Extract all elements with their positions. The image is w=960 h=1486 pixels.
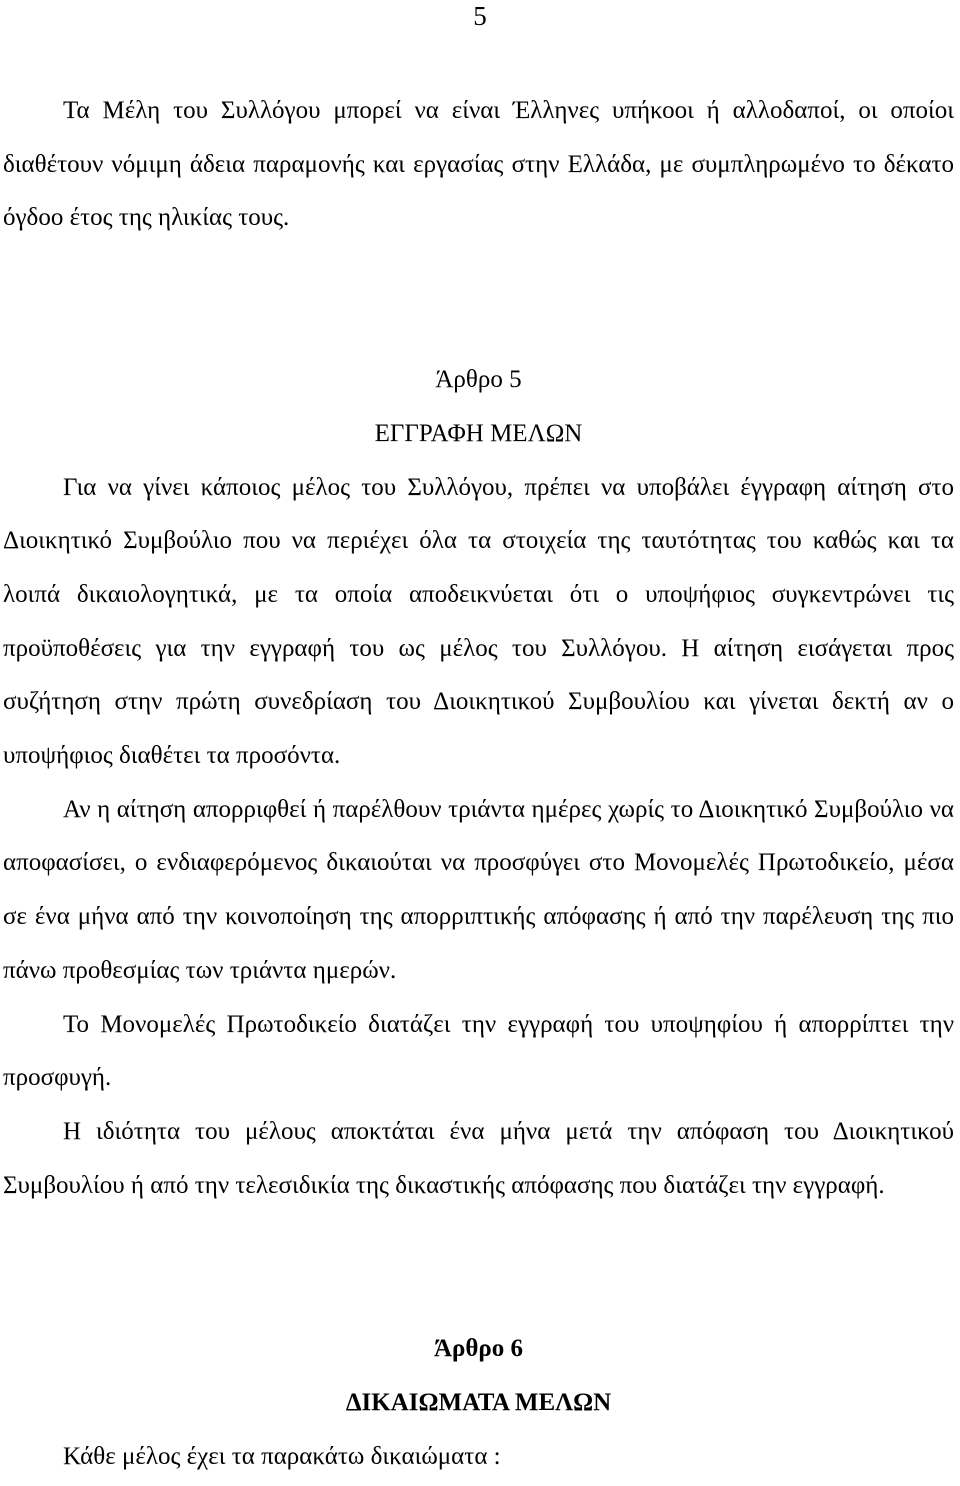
section-spacer [3,1212,954,1322]
page-number: 5 [473,1,487,31]
article-5-paragraph-3: Το Μονομελές Πρωτοδικείο διατάζει την εγγραφή του υποψηφίου ή απορρίπτει την προσφυγή. [3,1010,954,1092]
article-5-number: Άρθρο 5 [435,366,522,394]
intro-paragraph: Τα Μέλη του Συλλόγου μπορεί να είναι Έλληνες υπήκοοι ή αλλοδαποί, οι οποίοι διαθέτουν νόμιμη άδεια παραμονής και εργασίας στην Ελλάδα, με συμπληρωμένο το δέκατο όγδοο έτος της ηλικίας τους. [3,97,954,232]
article-5-title: ΕΓΓΡΑΦΗ ΜΕΛΩΝ [374,419,583,447]
article-5-paragraph-1: Για να γίνει κάποιος μέλος του Συλλόγου, πρέπει να υποβάλει έγγραφη αίτηση στο Διοικητικό Συμβούλιο που να περιέχει όλα τα στοιχεία της ταυτότητας του καθώς και τα λοιπά δικαιολογητικά, με τα οποία αποδεικνύεται ότι ο υποψήφιος συγκεντρώνει τις προϋποθέσεις για την εγγραφή του ως μέλος του Συλλόγου. Η αίτηση εισάγεται προς συζήτηση στην πρώτη συνεδρίαση του Διοικητικού Συμβουλίου και γίνεται δεκτή αν ο υποψήφιος διαθέτει τα προσόντα. [3,473,954,770]
article-6-intro: Κάθε μέλος έχει τα παρακάτω δικαιώματα : [63,1442,501,1470]
article-6-title: ΔΙΚΑΙΩΜΑΤΑ ΜΕΛΩΝ [345,1389,612,1417]
section-spacer [3,245,954,353]
article-6-number: Άρθρο 6 [433,1335,524,1363]
article-5-paragraph-2: Αν η αίτηση απορριφθεί ή παρέλθουν τριάντα ημέρες χωρίς το Διοικητικό Συμβούλιο να αποφασίσει, ο ενδιαφερόμενος δικαιούται να προσφύγει στο Μονομελές Πρωτοδικείο, μέσα σε ένα μήνα από την κοινοποίηση της απορριπτικής απόφασης ή από την παρέλευση της πιο πάνω προθεσμίας των τριάντα ημερών. [3,795,954,984]
document-body [3,84,954,1483]
article-5-paragraph-4: Η ιδιότητα του μέλους αποκτάται ένα μήνα μετά την απόφαση του Διοικητικού Συμβουλίου ή από την τελεσιδικία της δικαστικής απόφασης που διατάζει την εγγραφή. [3,1117,954,1199]
